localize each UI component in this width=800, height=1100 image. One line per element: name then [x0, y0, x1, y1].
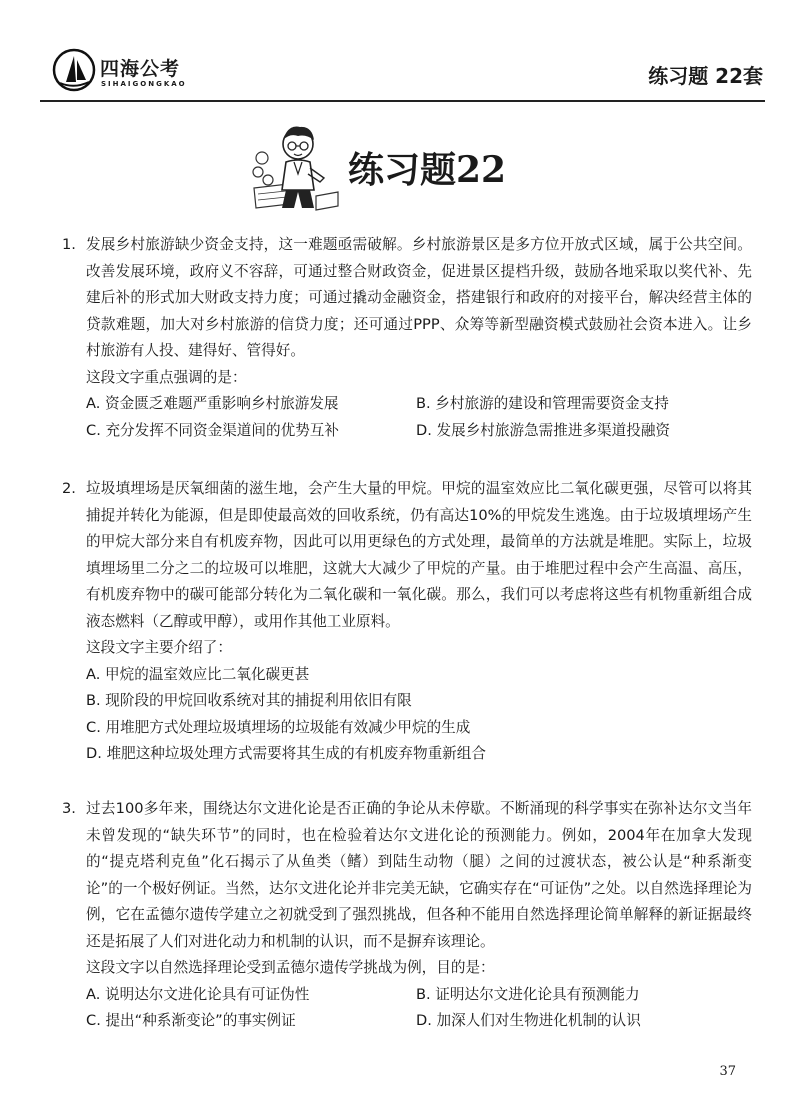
sail-logo-icon [52, 48, 96, 92]
question-stem: 过去100多年来，围绕达尔文进化论是否正确的争论从未停歇。不断涌现的科学事实在弥补达尔文当年未曾发现的“缺失环节”的同时，也在检验着达尔文进化论的预测能力。例如，2004年在加拿大发现的“提克塔利克鱼”化石揭示了从鱼类（鳍）到陆生动物（腿）之间的过渡状态，被公认是“种系渐变论”的一个极好例证。当然，达尔文进化论并非完美无缺，它确实存在“可证伪”之处。以自然选择理论为例，它在孟德尔遗传学建立之初就受到了强烈挑战，但各种不能用自然选择理论简单解释的新证据最终还是拓展了人们对进化动力和机制的认识，而不是摒弃该理论。 [86, 800, 752, 950]
option-c: C. 用堆肥方式处理垃圾填埋场的垃圾能有效减少甲烷的生成 [86, 718, 471, 736]
question-stem: 发展乡村旅游缺少资金支持，这一难题亟需破解。乡村旅游景区是多方位开放式区域，属于公共空间。改善发展环境，政府义不容辞，可通过整合财政资金，促进景区提档升级，鼓励各地采取以奖代补、先建后补的形式加大财政支持力度；可通过撬动金融资金，搭建银行和政府的对接平台，解决经营主体的贷款难题，加大对乡村旅游的信贷力度；还可通过PPP、众筹等新型融资模式鼓励社会资本进入。让乡村旅游有人投、建得好、管得好。 [86, 236, 752, 359]
option-b: B. 现阶段的甲烷回收系统对其的捕捉利用依旧有限 [86, 692, 412, 709]
question-2 [62, 476, 752, 768]
option-d: D. 发展乡村旅游急需推进多渠道投融资 [416, 421, 671, 439]
question-prompt: 这段文字以自然选择理论受到孟德尔遗传学挑战为例，目的是： [86, 959, 495, 976]
option-a: A. 说明达尔文进化论具有可证伪性 [86, 985, 310, 1003]
logo-chinese-text: 四海公考 [100, 58, 181, 80]
logo-english-text: SIHAIGONGKAO [101, 80, 187, 88]
option-d: D. 堆肥这种垃圾处理方式需要将其生成的有机废弃物重新组合 [86, 745, 486, 762]
answer-options [86, 982, 752, 1035]
option-a: A. 资金匮乏难题严重影响乡村旅游发展 [86, 395, 339, 412]
question-stem: 垃圾填埋场是厌氧细菌的滋生地，会产生大量的甲烷。甲烷的温室效应比二氧化碳更强，尽管可以将其捕捉并转化为能源，但是即使最高效的回收系统，仍有高达10%的甲烷发生逃逸。由于垃圾填埋场产生的甲烷大部分来自有机废弃物，因此可以用更绿色的方式处理，最简单的方法就是堆肥。实际上，垃圾填埋场里二分之二的垃圾可以堆肥，这就大大减少了甲烷的产量。由于堆肥过程中会产生高温、高压，有机废弃物中的碳可能部分转化为二氧化碳和一氧化碳。那么，我们可以考虑将这些有机物重新组合成液态燃料（乙醇或甲醇），或用作其他工业原料。 [86, 480, 752, 630]
question-3 [62, 796, 752, 1035]
option-b: B. 证明达尔文进化论具有预测能力 [416, 985, 640, 1003]
question-number: 2. [62, 480, 76, 497]
header-rule [40, 100, 765, 102]
cartoon-student-icon [248, 118, 344, 214]
answer-options [86, 662, 752, 768]
page-title: 练习题22 [348, 149, 507, 191]
page-number: 37 [719, 1064, 736, 1079]
option-c: C. 提出“种系渐变论”的事实例证 [86, 1012, 296, 1029]
option-a: A. 甲烷的温室效应比二氧化碳更甚 [86, 665, 310, 683]
question-number: 1. [62, 236, 76, 253]
option-c: C. 充分发挥不同资金渠道间的优势互补 [86, 421, 339, 439]
title-area [248, 118, 548, 218]
question-number: 3. [62, 800, 76, 817]
answer-options [86, 391, 752, 444]
exercise-set-label: 练习题 22套 [648, 64, 763, 88]
page-header [40, 36, 765, 102]
question-1 [62, 232, 752, 444]
question-prompt: 这段文字主要介绍了： [86, 639, 232, 656]
option-d: D. 加深人们对生物进化机制的认识 [416, 1012, 641, 1029]
brand-logo [52, 48, 202, 96]
question-prompt: 这段文字重点强调的是： [86, 368, 247, 386]
option-b: B. 乡村旅游的建设和管理需要资金支持 [416, 395, 669, 412]
